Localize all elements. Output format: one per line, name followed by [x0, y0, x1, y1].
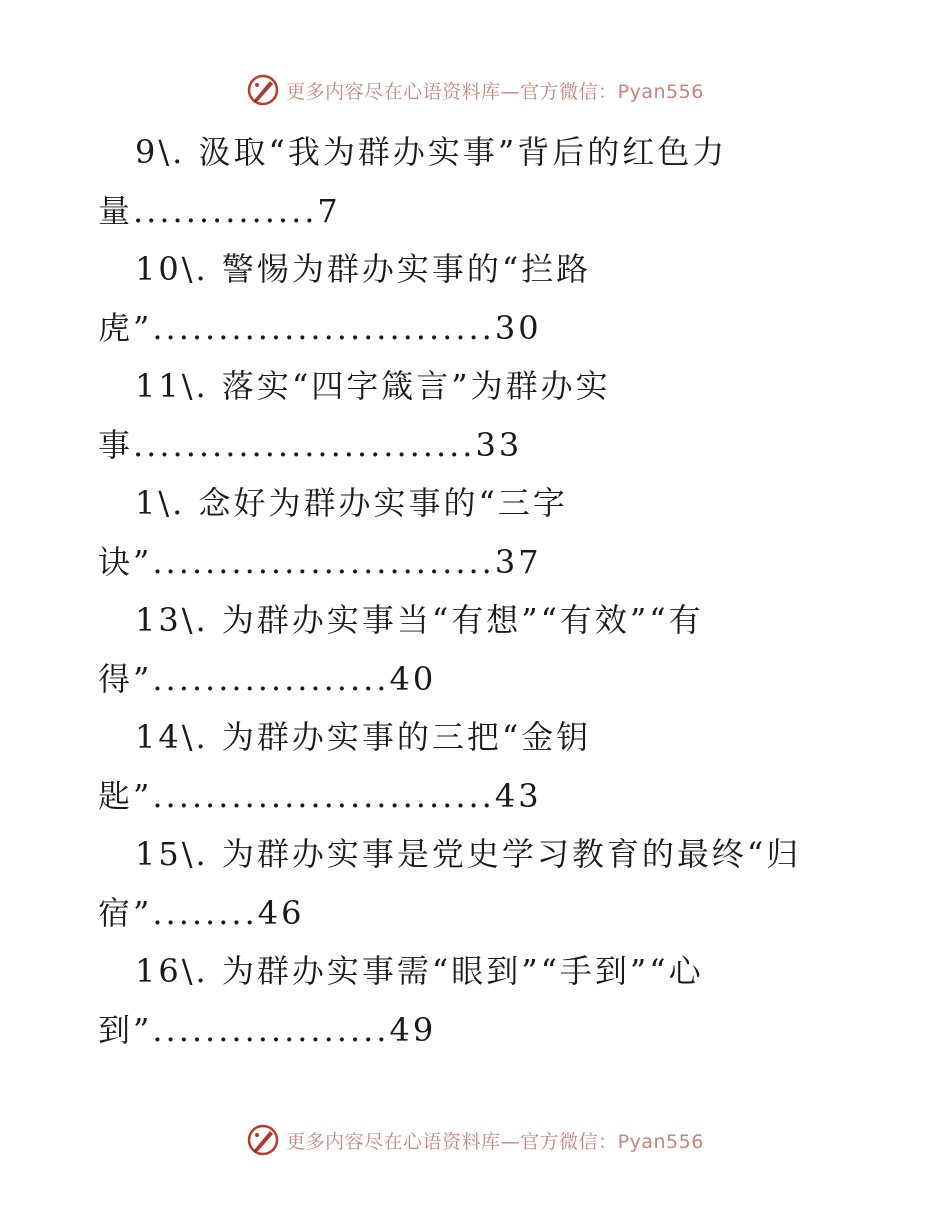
toc-entry-leader-page: 宿”........46 [98, 893, 305, 932]
watermark-header [0, 70, 950, 110]
watermark-text: 更多内容尽在心语资料库—官方微信：Pyan556 [286, 1130, 704, 1153]
toc-entry-title: 11\. 落实“四字箴言”为群办实 [135, 367, 611, 405]
toc-entry-leader-page: 到”..................49 [98, 1010, 437, 1049]
pen-logo-icon [246, 73, 280, 107]
toc-entry-leader-page: 量..............7 [98, 191, 341, 230]
watermark-footer [0, 1120, 950, 1160]
toc-entry-title: 9\. 汲取“我为群办实事”背后的红色力 [135, 133, 728, 171]
toc-entry-title: 14\. 为群办实事的三把“金钥 [135, 718, 592, 756]
watermark-text: 更多内容尽在心语资料库—官方微信：Pyan556 [286, 80, 704, 103]
toc-entry-leader-page: 得”..................40 [98, 659, 437, 698]
toc-entry-leader-page: 诀”..........................37 [98, 542, 542, 581]
toc-entry-leader-page: 虎”..........................30 [98, 308, 542, 347]
toc-entry-title: 13\. 为群办实事当“有想”“有效”“有 [135, 601, 704, 639]
toc-entry-title: 16\. 为群办实事需“眼到”“手到”“心 [135, 952, 704, 990]
toc-entry-title: 15\. 为群办实事是党史学习教育的最终“归 [135, 835, 802, 873]
toc-entry-leader-page: 匙”..........................43 [98, 776, 542, 815]
pen-logo-icon [246, 1123, 280, 1157]
toc-entry-title: 1\. 念好为群办实事的“三字 [135, 484, 568, 522]
table-of-contents [0, 123, 950, 1059]
toc-entry-leader-page: 事..........................33 [98, 425, 523, 464]
toc-entry-title: 10\. 警惕为群办实事的“拦路 [135, 250, 592, 288]
